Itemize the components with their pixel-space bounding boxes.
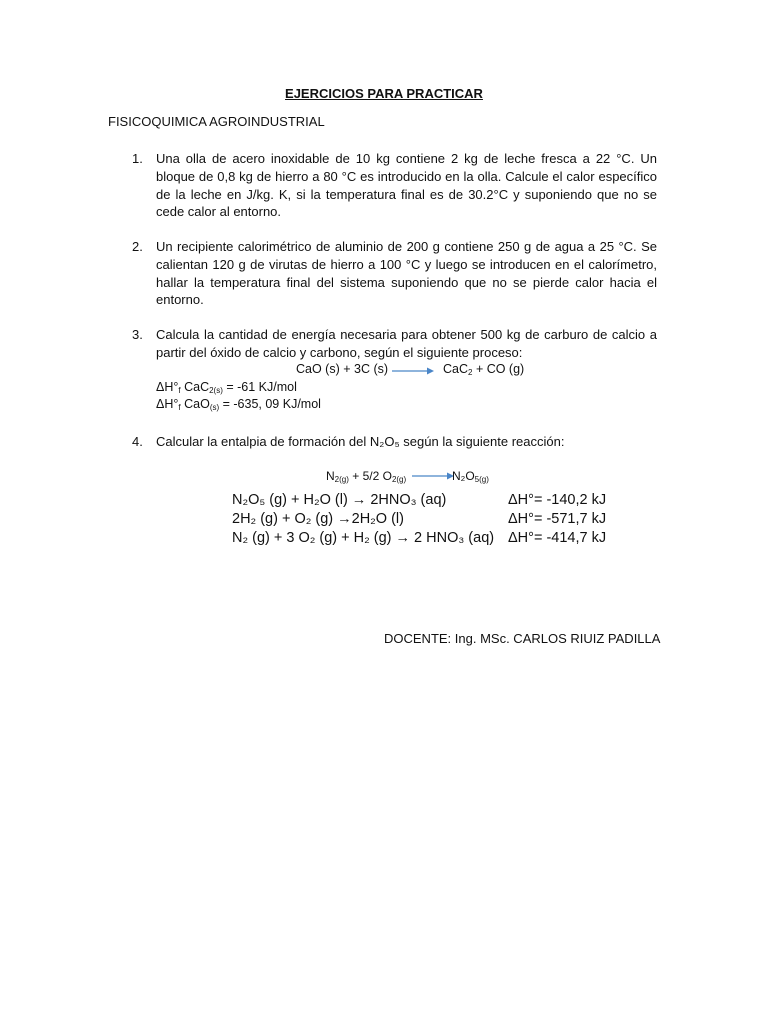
ex4-target-product: $N_2O_{5(g)}$ <box>452 469 489 484</box>
exercise-1 <box>132 150 657 221</box>
reaction-arrow-icon <box>412 471 454 481</box>
exercise-3 <box>132 326 657 362</box>
ex3-enthalpy-cao: $\Delta H^\circ_f$ CaO$_{(s)}$ = -635, 09 KJ/mol <box>156 397 321 412</box>
exercise-number: 2. <box>132 239 143 254</box>
ex4-target-reactants: $N_{2(g)} + 5/2$ $O_{2(g)}$ <box>326 469 407 484</box>
ex3-reactants: CaO (s) + 3C (s) <box>296 362 389 376</box>
ex3-enthalpy-cac2: $\Delta H^\circ_f$ CaC$_{2(s)}$ = -61 KJ/mol <box>156 380 297 395</box>
page-title: EJERCICIOS PARA PRACTICAR <box>285 86 483 101</box>
exercise-text: Un recipiente calorimétrico de aluminio de 200 g contiene 250 g de agua a 25 °C. Se calientan 120 g de virutas de hierro a 100 °C y luego se introducen en el calorímetro, hallar la temperatura final del sistema suponiendo que no se pierde calor hacia el entorno. <box>156 239 657 308</box>
teacher-signature-line: DOCENTE: Ing. MSc. CARLOS RIUIZ PADILLA <box>384 631 661 646</box>
ex3-products: CaC$_2$ + CO (g) <box>443 362 525 377</box>
exercise-text: Calcular la entalpia de formación del N₂O₅ según la siguiente reacción: <box>156 434 565 449</box>
ex4-reaction-2-enthalpy: ΔH°= -571,7 kJ <box>508 511 607 527</box>
course-name: FISICOQUIMICA AGROINDUSTRIAL <box>108 114 325 129</box>
ex4-reaction-1: N₂O₅ (g) + H₂O (l) → 2HNO₃ (aq) <box>232 492 447 508</box>
exercise-text: Una olla de acero inoxidable de 10 kg contiene 2 kg de leche fresca a 22 °C. Un bloque de 0,8 kg de hierro a 80 °C es introducido en la olla. Calcule el calor específico de la leche en J/kg. K, si la temperatura final es de 30.2°C y suponiendo que no se cede calor al entorno. <box>156 151 657 220</box>
exercise-4 <box>132 433 657 451</box>
ex4-reaction-3: N₂ (g) + 3 O₂ (g) + H₂ (g) → 2 HNO₃ (aq) <box>232 530 495 546</box>
ex4-reaction-1-enthalpy: ΔH°= -140,2 kJ <box>508 492 607 508</box>
exercise-text: Calcula la cantidad de energía necesaria para obtener 500 kg de carburo de calcio a partir del óxido de calcio y carbono, según el siguiente proceso: <box>156 327 657 360</box>
ex4-reaction-2: 2H₂ (g) + O₂ (g) →2H₂O (l) <box>232 511 404 527</box>
reaction-arrow-icon <box>392 366 434 376</box>
exercise-number: 1. <box>132 151 143 166</box>
exercise-2 <box>132 238 657 309</box>
exercise-number: 3. <box>132 327 143 342</box>
ex4-reaction-3-enthalpy: ΔH°= -414,7 kJ <box>508 530 607 546</box>
exercise-number: 4. <box>132 434 143 449</box>
